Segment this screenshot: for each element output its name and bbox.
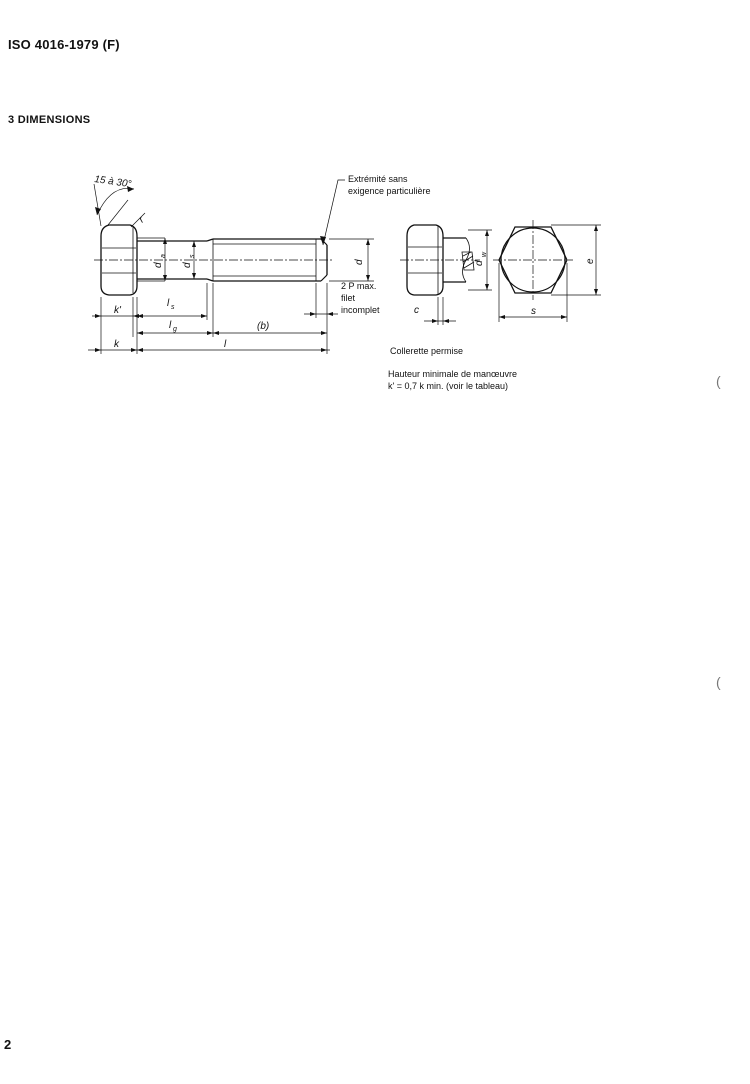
collar-note: Collerette permise	[390, 346, 464, 356]
ds-sub: s	[189, 254, 196, 258]
lg-sub: g	[173, 326, 177, 333]
collar-detail-view	[400, 225, 492, 325]
bolt-dimensions-figure	[0, 160, 750, 400]
thread-runout-note	[304, 281, 380, 318]
length-dimensions	[88, 283, 330, 354]
da-sub: a	[160, 254, 167, 258]
c-label: c	[414, 305, 419, 316]
d-label: d	[354, 259, 365, 265]
scan-mark: (	[716, 674, 721, 690]
kprime-label: k'	[114, 305, 121, 316]
da-label: d	[153, 262, 164, 268]
ds-label: d	[182, 262, 193, 268]
page-number: 2	[4, 1037, 12, 1052]
thread-note-line1: 2 P max.	[341, 281, 377, 291]
thread-note-line2: filet	[341, 293, 356, 303]
angle-label: 15 à 30°	[93, 174, 133, 191]
section-title: 3 DIMENSIONS	[8, 114, 91, 126]
l-label: l	[224, 339, 227, 350]
min-height-line2: k' = 0,7 k min. (voir le tableau)	[388, 381, 509, 391]
tip-note-line2: exigence particulière	[348, 186, 431, 196]
diameter-dimensions	[153, 238, 374, 281]
e-label: e	[585, 258, 596, 264]
dw-sub: w	[481, 251, 488, 257]
s-label: s	[531, 306, 536, 317]
bolt-side-view	[94, 225, 334, 295]
k-label: k	[114, 339, 119, 350]
tip-note	[320, 174, 431, 245]
b-label: (b)	[257, 321, 270, 332]
document-header: ISO 4016-1979 (F)	[8, 37, 120, 52]
ls-sub: s	[171, 304, 175, 311]
tip-note-line1: Extrémité sans	[348, 174, 408, 184]
scan-mark: (	[716, 373, 721, 389]
ls-label: l	[167, 298, 170, 309]
min-height-line1: Hauteur minimale de manœuvre	[388, 369, 518, 379]
thread-note-line3: incomplet	[341, 305, 380, 315]
hexagon-end-view	[493, 220, 601, 322]
angle-annotation	[94, 174, 147, 227]
radius-label: r	[136, 214, 147, 226]
lg-label: l	[169, 320, 172, 331]
dw-label: d	[474, 260, 485, 266]
